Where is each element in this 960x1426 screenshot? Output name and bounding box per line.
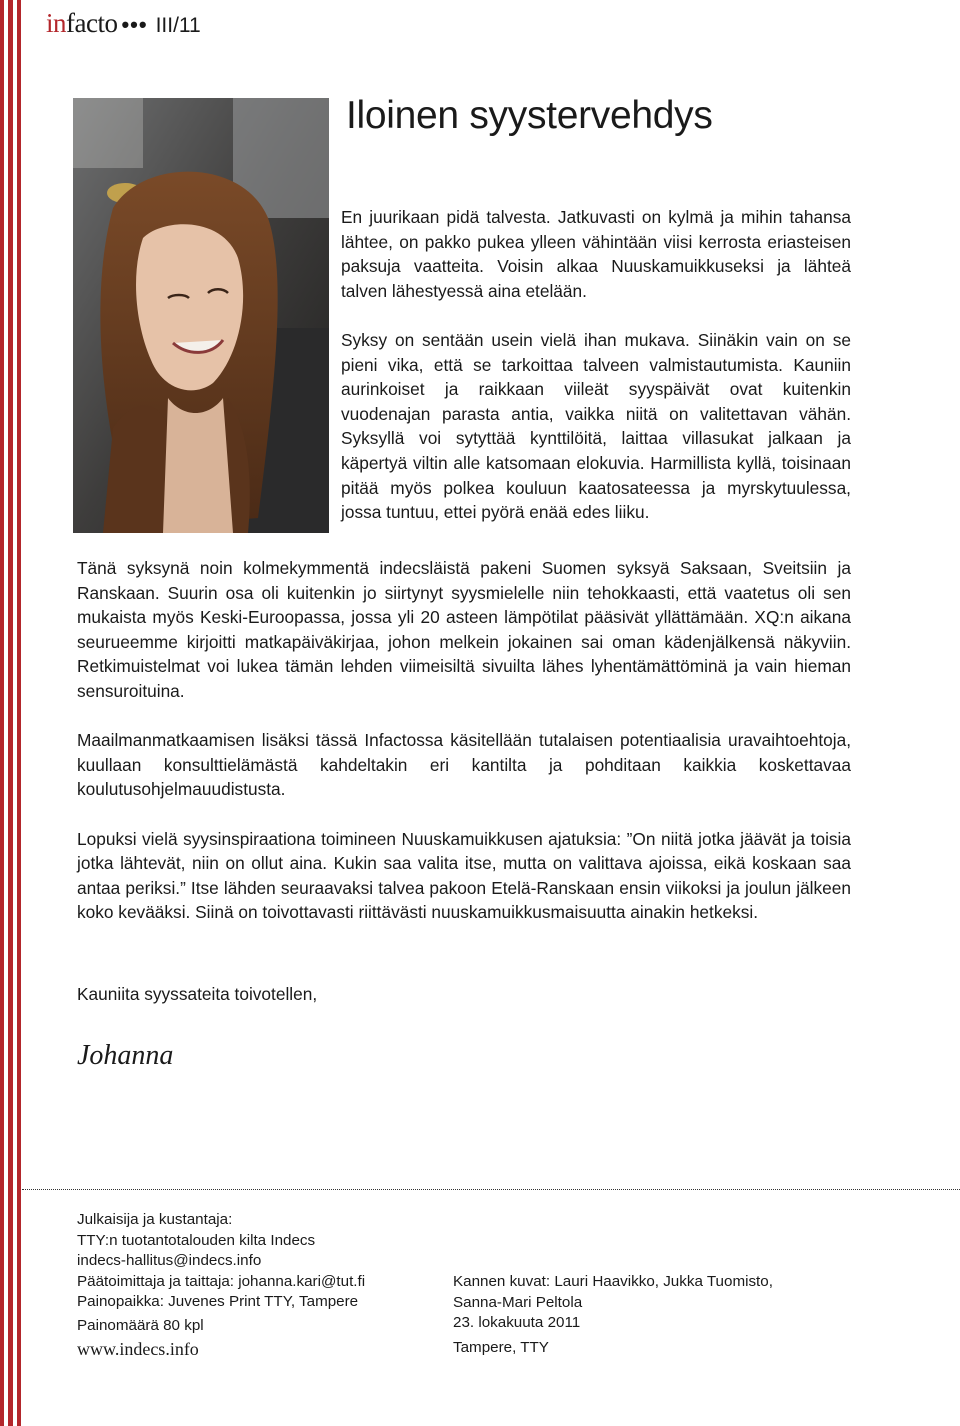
colophon [77,1210,447,1361]
main-column [77,556,851,950]
contact-email[interactable]: indecs-hallitus@indecs.info [77,1252,262,1270]
signature: Johanna [77,1040,174,1071]
cover-photo-credits: Sanna-Mari Peltola [453,1293,583,1311]
publisher: TTY:n tuotantotalouden kilta Indecs [77,1231,316,1249]
article-paragraph: En juurikaan pidä talvesta. Jatkuvasti on kylmä ja mihin tahansa lähtee, on pakko pukea ylleen vähintään viisi kerrosta eriasteisen paksuja vaatteita. Voisin alkaa Nuuskamuikkuseksi ja lähteä talven lähestyessä aina etelään. [341,207,851,301]
publication-date: 23. lokakuuta 2011 [453,1314,581,1332]
cover-credits [453,1272,853,1358]
print-run: Painomäärä 80 kpl [77,1316,204,1334]
article-paragraph: Lopuksi vielä syysinspiraationa toimineen Nuuskamuikkusen ajatuksia: ”On niitä jotka jäävät ja toisia jotka lähtevät, niin on ollut aina. Kukin saa valita itse, mutta on valittava ajoissa, eikä koskaan saa antaa periksi.” Itse lähden seuraavaksi talvea pakoon Etelä-Ranskaan ensin viikoksi ja joulun jälkeen koko kevääksi. Siinä on toivottavasti riittävästi nuuskamuikkusmaisuutta ainakin hetkeksi. [77,828,851,923]
cover-photo-credits: Kannen kuvat: Lauri Haavikko, Jukka Tuomisto, [453,1273,773,1290]
intro-column [341,205,851,549]
website-link[interactable]: www.indecs.info [77,1338,199,1359]
masthead [46,8,201,42]
issue-number: III/11 [155,14,201,37]
publication-place: Tampere, TTY [453,1338,549,1356]
editor-info: Päätoimittaja ja taittaja: johanna.kari@tut.fi [77,1272,366,1290]
article-headline: Iloinen syystervehdys [346,94,713,137]
closing-greeting: Kauniita syyssateita toivotellen, [77,984,318,1004]
red-edge-bar [17,0,21,1426]
article-paragraph: Tänä syksynä noin kolmekymmentä indecsläistä pakeni Suomen syksyä Saksaan, Sveitsiin ja Ranskaan. Suurin osa oli kuitenkin jo siirtynyt syysmielelle niin tehokkaasti, että vaatetus oli sen mukaista myös Keski-Euroopassa, jossa yli 20 asteen lämpötilat pääsivät yllättämään. XQ:n aikana seurueemme kirjoitti matkapäiväkirjaa, johon melkein jokainen sai oman kädenjälkensä näkyviin. Retkimuistelmat voi lukea tämän lehden viimeisiltä sivuilta lähes lyhentämättöminä ja vain hieman sensuroituina. [77,558,851,701]
article-paragraph: Maailmanmatkaamisen lisäksi tässä Infactossa käsitellään tutalaisen potentiaalisia uravaihtoehtoja, kuullaan konsulttielämästä kahdeltakin eri kantilta ja pohditaan kaikkia koskettavaa koulutusohjelmauudistusta. [77,730,851,800]
logo-dots: ••• [121,12,148,37]
infacto-logo: infacto [46,8,118,38]
portrait-photo-icon [73,98,329,533]
footer-divider [22,1189,960,1190]
portrait-photo [73,98,329,533]
red-edge-bar [8,0,13,1426]
article-paragraph: Syksy on sentään usein vielä ihan mukava. Siinäkin vain on se pieni vika, että se tarkoittaa talveen valmistautumista. Kauniin aurinkoiset ja raikkaan viileät syyspäivät ovat kuitenkin vuodenajan parasta antia, vaikka niitä on valitettavan vähän. Syksyllä voi sytyttää kynttilöitä, laittaa villasukat jalkaan ja käpertyä viltin alle katsomaan elokuvia. Harmillista kyllä, toisinaan pitää myös polkea kouluun kaatosateessa ja myrskytuulessa, jossa tuntuu, ettei pyörä enää edes liiku. [341,329,851,523]
red-edge-bar [0,0,4,1426]
publisher-label: Julkaisija ja kustantaja: [77,1211,233,1228]
printer-info: Painopaikka: Juvenes Print TTY, Tampere [77,1293,359,1311]
